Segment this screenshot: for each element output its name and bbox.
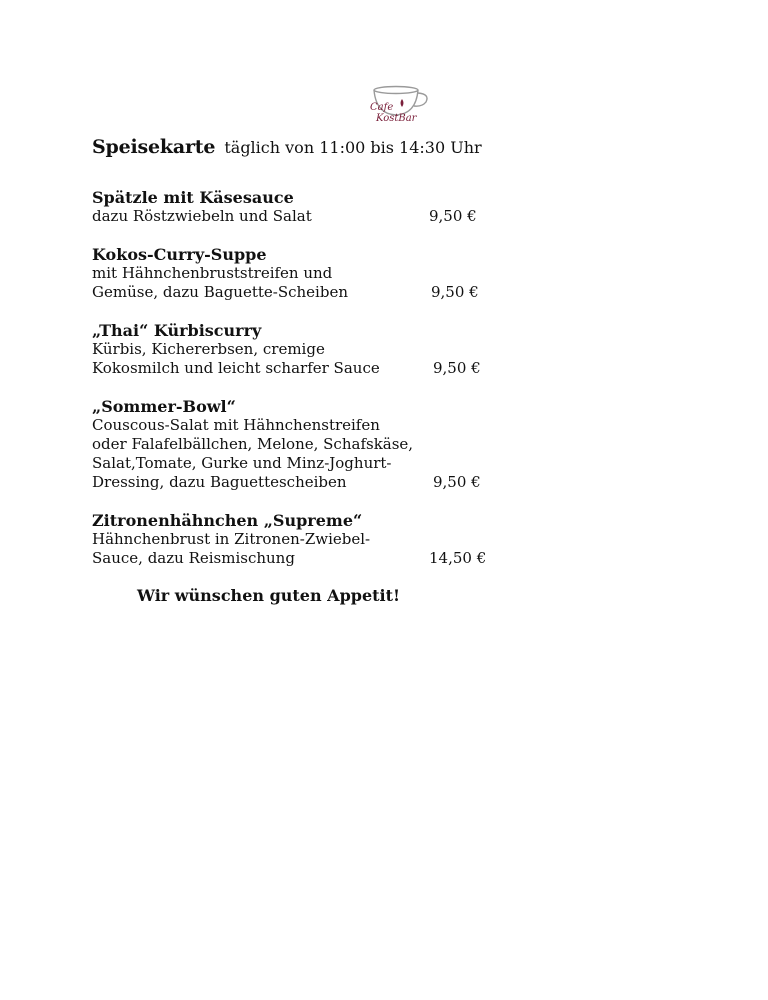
menu-item-thai-kuerbiscurry <box>92 321 492 378</box>
dish-description: Sauce, dazu Reismischung <box>92 549 295 567</box>
dish-description: Gemüse, dazu Baguette-Scheiben <box>92 283 348 301</box>
dish-name: „Sommer-Bowl“ <box>92 397 236 416</box>
dish-description: Dressing, dazu Baguettescheiben <box>92 473 347 491</box>
menu-header <box>92 136 482 158</box>
dish-description: Hähnchenbrust in Zitronen-Zwiebel- <box>92 530 371 548</box>
dish-price: 9,50 € <box>429 207 477 225</box>
dish-price: 9,50 € <box>433 359 481 377</box>
cafe-kostbar-logo <box>366 84 436 128</box>
logo-text-cafe: Cafe <box>370 102 394 113</box>
logo-text-kostbar: KostBar <box>376 113 417 124</box>
dish-name: „Thai“ Kürbiscurry <box>92 321 262 340</box>
dish-name: Kokos-Curry-Suppe <box>92 245 267 264</box>
menu-title: Speisekarte <box>92 136 216 158</box>
closing-message: Wir wünschen guten Appetit! <box>137 586 401 605</box>
menu-hours: täglich von 11:00 bis 14:30 Uhr <box>224 138 482 157</box>
menu-item-sommer-bowl <box>92 397 492 492</box>
dish-description: dazu Röstzwiebeln und Salat <box>92 207 312 225</box>
dish-name: Spätzle mit Käsesauce <box>92 188 294 207</box>
dish-description: mit Hähnchenbruststreifen und <box>92 264 333 282</box>
dish-price: 9,50 € <box>433 473 481 491</box>
dish-description: Couscous-Salat mit Hähnchenstreifen <box>92 416 380 434</box>
dish-price: 14,50 € <box>429 549 487 567</box>
dish-description: oder Falafelbällchen, Melone, Schafskäse, <box>92 435 414 453</box>
dish-description: Kürbis, Kichererbsen, cremige <box>92 340 325 358</box>
flame-icon <box>401 99 404 107</box>
dish-name: Zitronenhähnchen „Supreme“ <box>92 511 363 530</box>
dish-price: 9,50 € <box>431 283 479 301</box>
dish-description: Salat,Tomate, Gurke und Minz-Joghurt- <box>92 454 392 472</box>
dish-description: Kokosmilch und leicht scharfer Sauce <box>92 359 380 377</box>
